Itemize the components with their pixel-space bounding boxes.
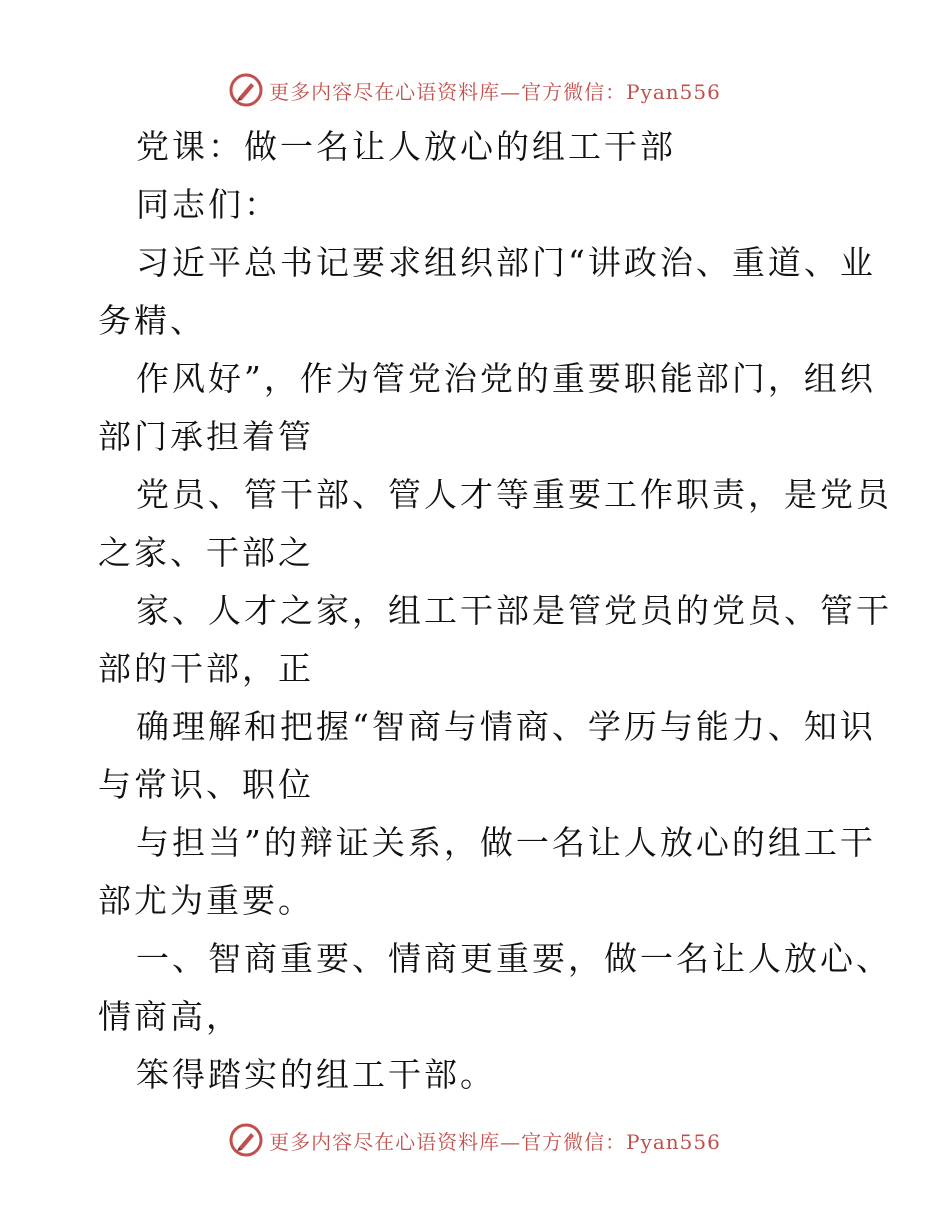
- watermark-text: [269, 76, 721, 105]
- paragraph-line: 习近平总书记要求组织部门“讲政治、重道、业: [136, 243, 876, 282]
- paragraph-line: 部的干部，正: [98, 649, 314, 688]
- watermark-text: [269, 1126, 721, 1155]
- pen-logo-icon: [229, 73, 263, 107]
- document-title: 党课：做一名让人放心的组工干部: [136, 127, 676, 166]
- watermark-banner-bottom: [0, 1120, 950, 1160]
- paragraph-line: 作风好”，作为管党治党的重要职能部门，组织: [136, 359, 876, 398]
- paragraph-line: 部门承担着管: [98, 417, 314, 456]
- watermark-main: 更多内容尽在心语资料库: [269, 79, 501, 104]
- paragraph-line: 务精、: [98, 301, 206, 340]
- watermark-banner-top: [0, 70, 950, 110]
- section-heading-line: 情商高，: [98, 997, 242, 1036]
- watermark-wechat: 官方微信：Pyan556: [521, 1129, 721, 1154]
- paragraph-line: 与担当”的辩证关系，做一名让人放心的组工干: [136, 823, 876, 862]
- paragraph-line: 部尤为重要。: [98, 881, 314, 920]
- salutation: 同志们：: [136, 185, 280, 224]
- paragraph-line: 之家、干部之: [98, 533, 314, 572]
- paragraph-line: 与常识、职位: [98, 765, 314, 804]
- paragraph-line: 家、人才之家，组工干部是管党员的党员、管干: [136, 591, 892, 630]
- watermark-main: 更多内容尽在心语资料库: [269, 1129, 501, 1154]
- pen-logo-icon: [229, 1123, 263, 1157]
- watermark-wechat: 官方微信：Pyan556: [521, 79, 721, 104]
- section-heading-line: 一、智商重要、情商更重要，做一名让人放心、: [136, 939, 892, 978]
- paragraph-line: 确理解和把握“智商与情商、学历与能力、知识: [136, 707, 876, 746]
- watermark-separator: —: [500, 1129, 522, 1154]
- section-heading-line: 笨得踏实的组工干部。: [136, 1055, 496, 1094]
- watermark-separator: —: [500, 79, 522, 104]
- paragraph-line: 党员、管干部、管人才等重要工作职责，是党员: [136, 475, 892, 514]
